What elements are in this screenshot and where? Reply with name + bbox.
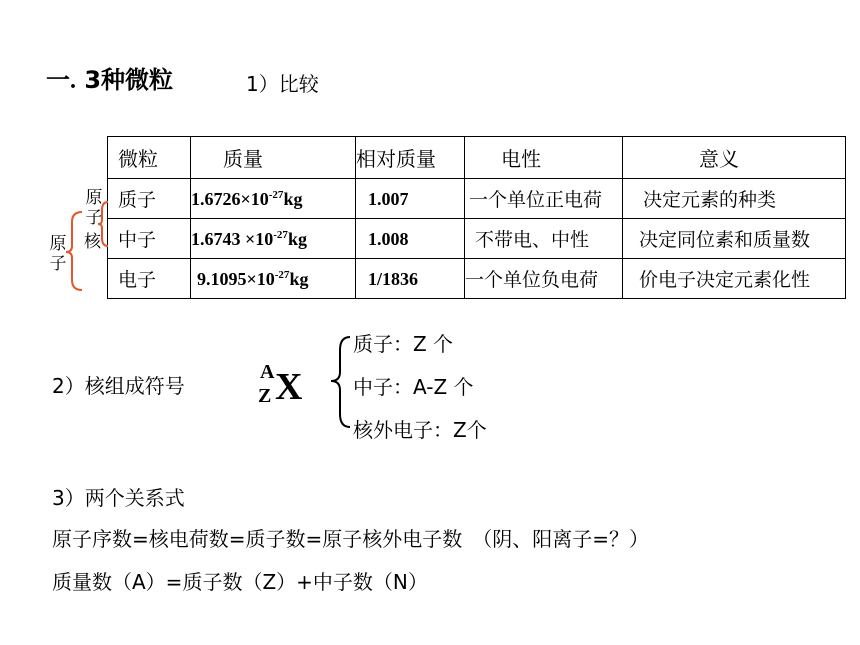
- cell-meaning: 决定元素的种类: [623, 179, 846, 219]
- cell-relative-mass: 1.008: [356, 219, 465, 259]
- nucleus-brace: [98, 202, 108, 246]
- cell-charge: 一个单位正电荷: [465, 179, 623, 219]
- cell-mass: $1.6743 \times 10^{-27}kg$: [191, 219, 356, 259]
- header-charge: 电性: [465, 137, 623, 179]
- nuclide-symbol-label: 2）核组成符号: [52, 374, 185, 398]
- cell-mass: $9.1095\times 10^{-27}kg$: [191, 259, 356, 299]
- cell-relative-mass: 1/1836: [356, 259, 465, 299]
- element-symbol: X: [275, 366, 303, 408]
- nucleus-atom-label: 原子: [85, 188, 103, 228]
- cell-mass: $1.6726\times 10^{-27}kg$: [191, 179, 356, 219]
- header-particle: 微粒: [108, 137, 191, 179]
- cell-charge: 不带电、中性: [465, 219, 623, 259]
- cell-particle: 质子: [108, 179, 191, 219]
- composition-electron: 核外电子：Z个: [353, 418, 487, 442]
- composition-brace: [331, 337, 350, 427]
- header-mass: 质量: [191, 137, 356, 179]
- composition-neutron: 中子：A-Z 个: [353, 375, 474, 399]
- relation-line-1: 原子序数=核电荷数=质子数=原子核外电子数 （阴、阳离子=？）: [52, 527, 650, 551]
- cell-meaning: 价电子决定元素化性: [623, 259, 846, 299]
- cell-charge: 一个单位负电荷: [465, 259, 623, 299]
- nucleus-label: 核: [84, 232, 101, 252]
- atom-brace: [66, 212, 82, 290]
- header-relative-mass: 相对质量: [356, 137, 465, 179]
- cell-relative-mass: 1.007: [356, 179, 465, 219]
- cell-particle: 中子: [108, 219, 191, 259]
- header-meaning: 意义: [623, 137, 846, 179]
- atomic-number-symbol: Z: [258, 385, 272, 407]
- cell-particle: 电子: [108, 259, 191, 299]
- nuclide-symbol: [255, 361, 315, 411]
- composition-proton: 质子：Z 个: [353, 332, 454, 356]
- subsection-title: 1）比较: [246, 72, 319, 96]
- section-title-text: 3种微粒: [84, 66, 174, 94]
- section-index: 一.: [46, 68, 76, 94]
- cell-meaning: 决定同位素和质量数: [623, 219, 846, 259]
- atom-label: 原子: [49, 234, 67, 274]
- mass-number-symbol: A: [260, 361, 275, 383]
- relations-title: 3）两个关系式: [52, 486, 185, 510]
- relation-line-2: 质量数（A）=质子数（Z）+中子数（N）: [52, 570, 428, 594]
